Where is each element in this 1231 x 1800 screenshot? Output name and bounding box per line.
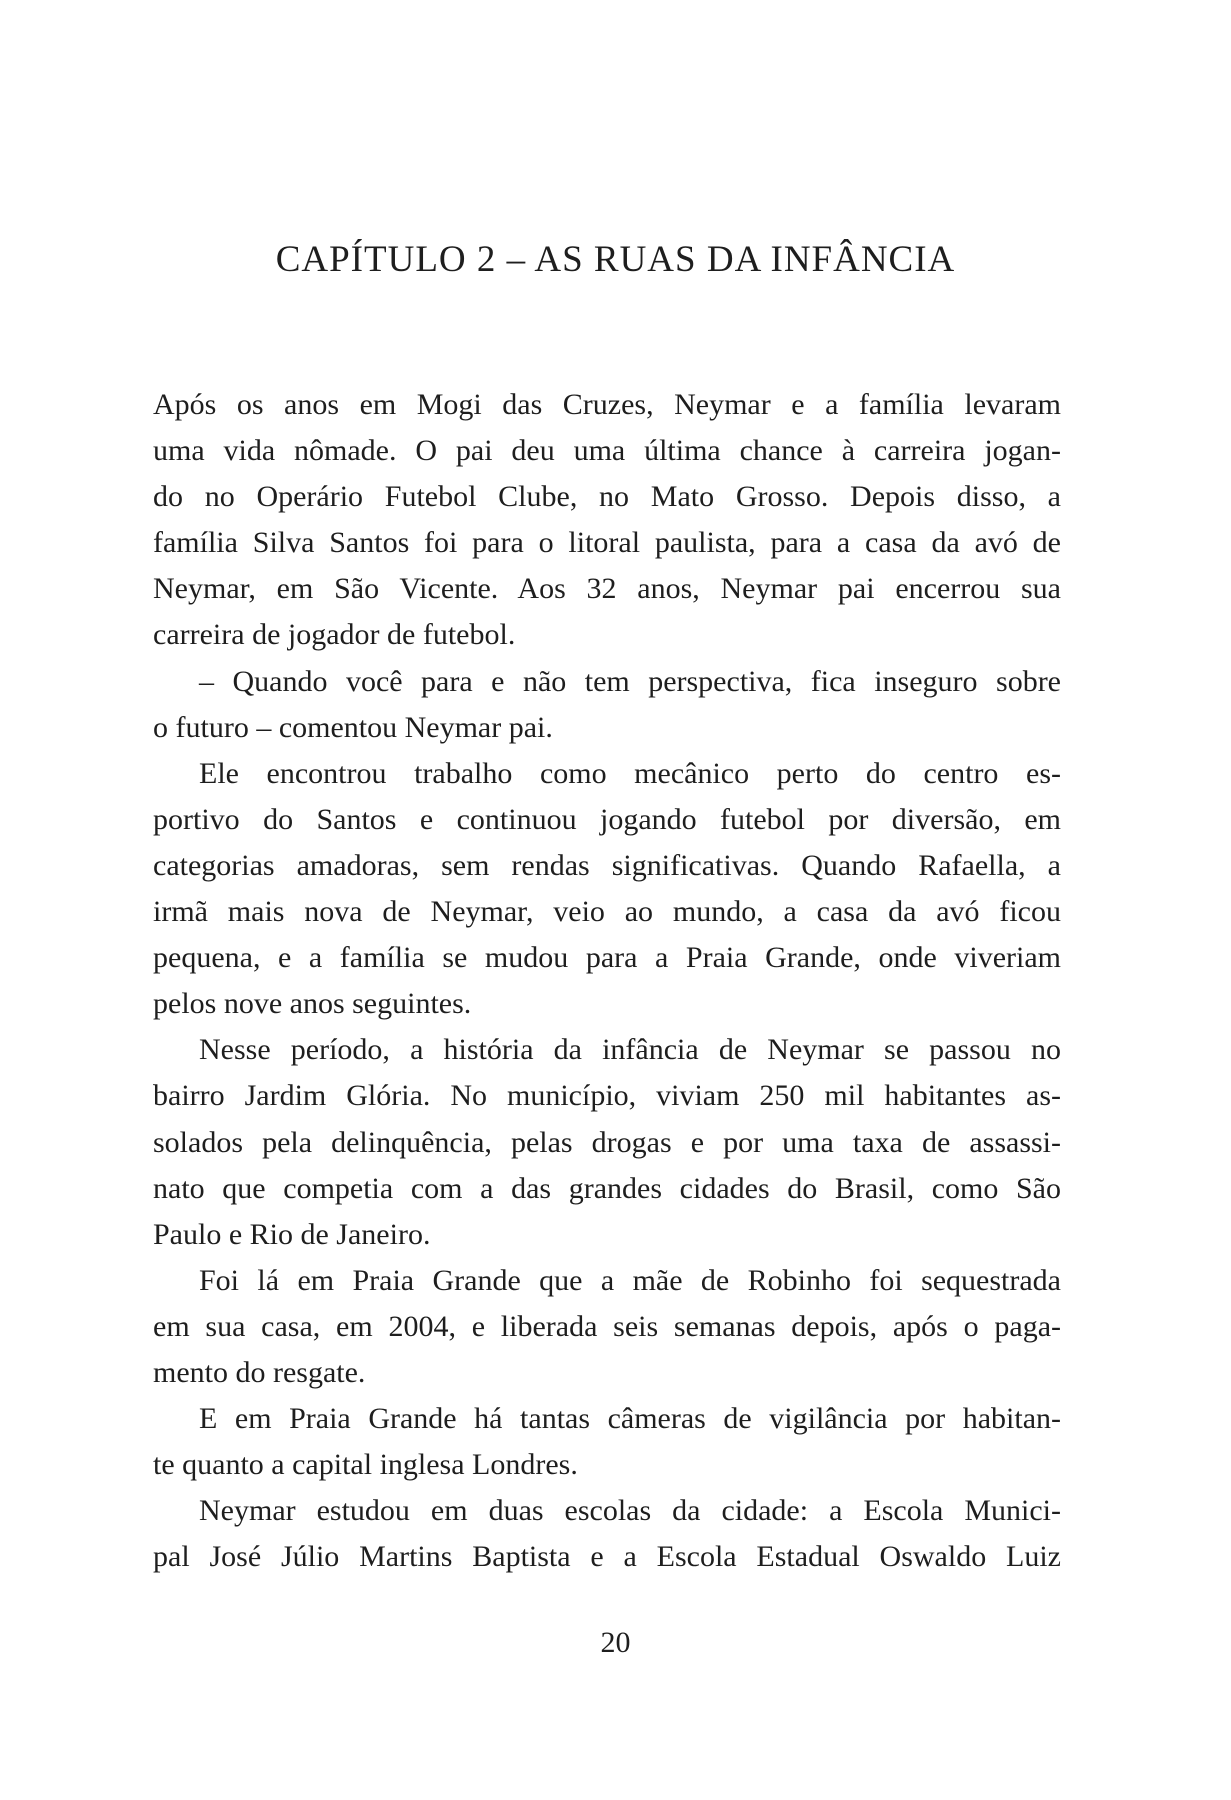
text-line: Paulo e Rio de Janeiro. (153, 1217, 431, 1251)
text-line: nato que competia com a das grandes cidades do Brasil, como São (153, 1171, 1061, 1205)
text-line: o futuro – comentou Neymar pai. (153, 710, 553, 744)
text-line: uma vida nômade. O pai deu uma última chance à carreira jogan- (153, 434, 1061, 468)
text-line: em sua casa, em 2004, e liberada seis semanas depois, após o paga- (153, 1309, 1061, 1343)
text-line: mento do resgate. (153, 1355, 366, 1389)
chapter-title: CAPÍTULO 2 – AS RUAS DA INFÂNCIA (275, 239, 956, 280)
text-line: Ele encontrou trabalho como mecânico perto do centro es- (199, 756, 1061, 790)
text-line: E em Praia Grande há tantas câmeras de vigilância por habitan- (199, 1402, 1061, 1436)
text-line: Neymar estudou em duas escolas da cidade: a Escola Munici- (199, 1494, 1061, 1528)
text-line: pelos nove anos seguintes. (153, 987, 472, 1021)
text-line: Neymar, em São Vicente. Aos 32 anos, Neymar pai encerrou sua (153, 572, 1061, 606)
text-line: Nesse período, a história da infância de Neymar se passou no (199, 1033, 1061, 1067)
text-line: – Quando você para e não tem perspectiva, fica inseguro sobre (199, 664, 1061, 698)
text-line: pal José Júlio Martins Baptista e a Escola Estadual Oswaldo Luiz (153, 1540, 1061, 1574)
text-line: bairro Jardim Glória. No município, viviam 250 mil habitantes as- (153, 1079, 1061, 1113)
text-line: irmã mais nova de Neymar, veio ao mundo, a casa da avó ficou (153, 895, 1061, 929)
text-line: portivo do Santos e continuou jogando futebol por diversão, em (153, 802, 1061, 836)
text-line: família Silva Santos foi para o litoral paulista, para a casa da avó de (153, 526, 1061, 560)
text-line: te quanto a capital inglesa Londres. (153, 1448, 578, 1482)
text-line: solados pela delinquência, pelas drogas e por uma taxa de assassi- (153, 1125, 1061, 1159)
text-line: do no Operário Futebol Clube, no Mato Grosso. Depois disso, a (153, 480, 1061, 514)
text-line: Após os anos em Mogi das Cruzes, Neymar e a família levaram (153, 388, 1061, 421)
chapter-body (153, 382, 1061, 1580)
page-number: 20 (600, 1626, 631, 1659)
text-line: pequena, e a família se mudou para a Praia Grande, onde viveriam (153, 941, 1061, 975)
text-line: carreira de jogador de futebol. (153, 618, 516, 652)
text-line: categorias amadoras, sem rendas significativas. Quando Rafaella, a (153, 848, 1061, 882)
text-line: Foi lá em Praia Grande que a mãe de Robinho foi sequestrada (199, 1263, 1061, 1297)
